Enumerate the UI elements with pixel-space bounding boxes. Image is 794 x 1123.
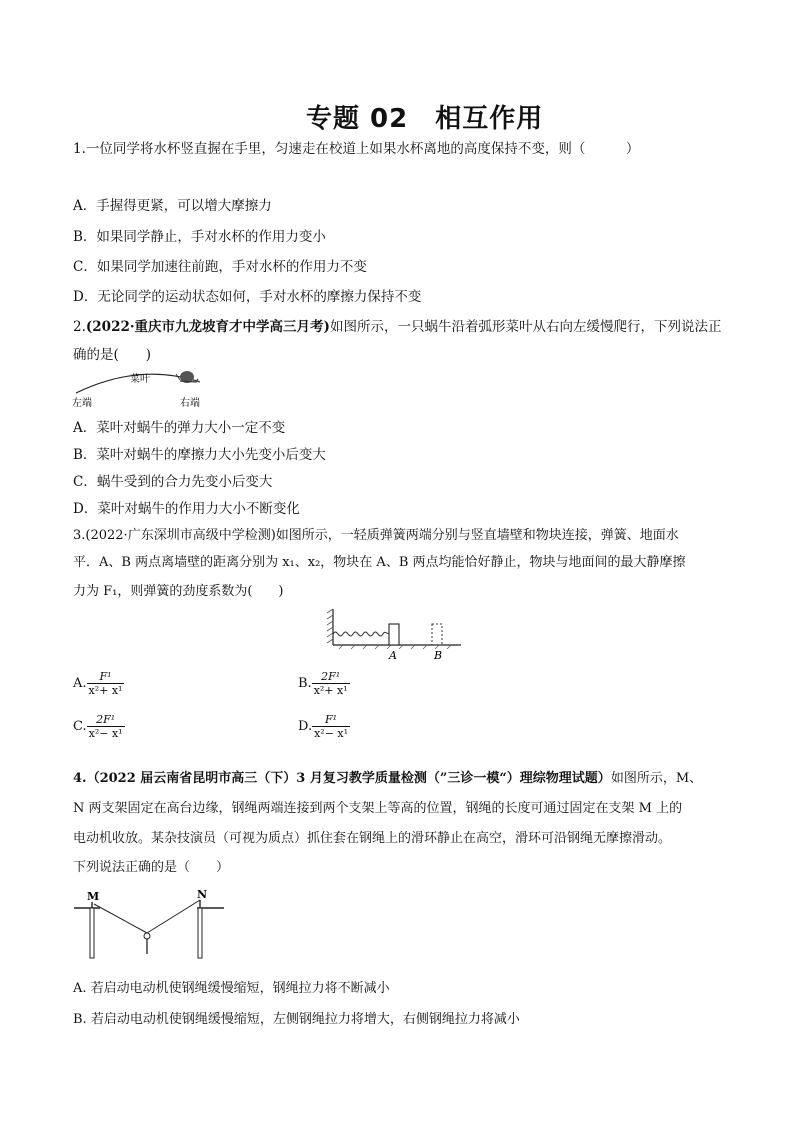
stand-n [198,908,202,958]
spring-block-figure [325,607,465,662]
question-2-number: 2. [73,319,86,335]
question-4-stem-line3: 电动机收放。某杂技演员（可视为质点）抓住套在钢绳上的滑环静止在高空，滑环可沿钢绳无摩擦滑动。 [73,831,672,846]
question-2-option-b: B．菜叶对蜗牛的摩擦力大小先变小后变大 [73,447,326,463]
block-at-a [389,624,399,645]
question-3-option-d: D. $\frac{\text{F¹}}{\text{x²− x¹}}$ [298,713,349,740]
stand-n-label: N [197,888,208,901]
rope-right [147,900,200,933]
question-2-option-c: C．蜗牛受到的合力先变小后变大 [73,474,273,490]
question-1-option-b: B．如果同学静止，手对水杯的作用力变小 [73,229,326,245]
question-4-source: 4.（2022 届云南省昆明市高三（下）3 月复习教学质量检测（”三诊一模“）理综物理试题） [73,771,611,786]
point-b-label: B [434,649,443,662]
question-4-stem-line2: N 两支架固定在高台边缘，钢绳两端连接到两个支架上等高的位置，钢绳的长度可通过固定在支架 M 上的 [73,801,683,816]
question-3-stem-line3: 力为 F₁，则弹簧的劲度系数为( ) [73,584,284,599]
stand-m [90,908,94,958]
spring [333,632,389,636]
question-2-source: (2022·重庆市九龙坡育才中学高三月考) [85,319,330,335]
question-4-option-a: A. 若启动电动机使钢绳缓慢缩短，钢绳拉力将不断减小 [73,981,390,996]
question-2-stem: 如图所示，一只蜗牛沿着弧形菜叶从右向左缓慢爬行，下列说法正 [329,319,722,335]
snail-leaf-figure [70,366,220,410]
left-end-label: 左端 [72,398,92,409]
slide-ring [144,933,150,939]
question-3-option-a: A. $\frac{\text{F¹}}{\text{x²+ x¹}}$ [73,670,123,697]
question-1-option-a: A．手握得更紧，可以增大摩擦力 [73,198,272,214]
question-2-option-a: A．菜叶对蜗牛的弹力大小一定不变 [73,420,286,436]
question-4-stem-line4: 下列说法正确的是（ ） [73,860,230,875]
right-end-label: 右端 [180,398,200,409]
question-1-stem: 1.一位同学将水杯竖直握在手里，匀速走在校道上如果水杯离地的高度保持不变，则（ ） [73,141,640,157]
question-3-stem-line2: 平．A、B 两点离墙壁的距离分别为 x₁、x₂，物块在 A、B 两点均能恰好静止，物块与地面间的最大静摩擦 [73,555,686,570]
block-at-b [432,624,442,645]
question-3-option-c: C. $\frac{\text{2F¹}}{\text{x²− x¹}}$ [73,713,123,740]
rope-left [94,904,147,933]
question-2-stem-line2: 确的是( ) [73,347,152,363]
question-4-stem-line1 [73,767,702,786]
stand-m-label: M [87,890,100,903]
question-1-option-c: C．如果同学加速往前跑，手对水杯的作用力不变 [73,259,367,275]
question-1-option-d: D．无论同学的运动状态如何，手对水杯的摩擦力保持不变 [73,289,422,305]
leaf-label: 菜叶 [130,374,150,385]
question-2-stem-line1 [73,315,721,335]
question-4-stem: 如图所示，M、 [610,771,703,786]
question-2-option-d: D．菜叶对蜗牛的作用力大小不断变化 [73,501,300,517]
question-3-option-b: B. $\frac{\text{2F¹}}{\text{x²+ x¹}}$ [298,670,348,697]
question-3-stem-line1: 3.(2022·广东深圳市高级中学检测)如图所示，一轻质弹簧两端分别与竖直墙壁和物块连接，弹簧、地面水 [73,528,679,543]
question-4-option-b: B. 若启动电动机使钢绳缓慢缩短，左侧钢绳拉力将增大，右侧钢绳拉力将减小 [73,1012,520,1027]
point-a-label: A [389,649,397,662]
page-title: 专题 02 相互作用 [306,104,544,134]
tightrope-figure [70,888,230,962]
